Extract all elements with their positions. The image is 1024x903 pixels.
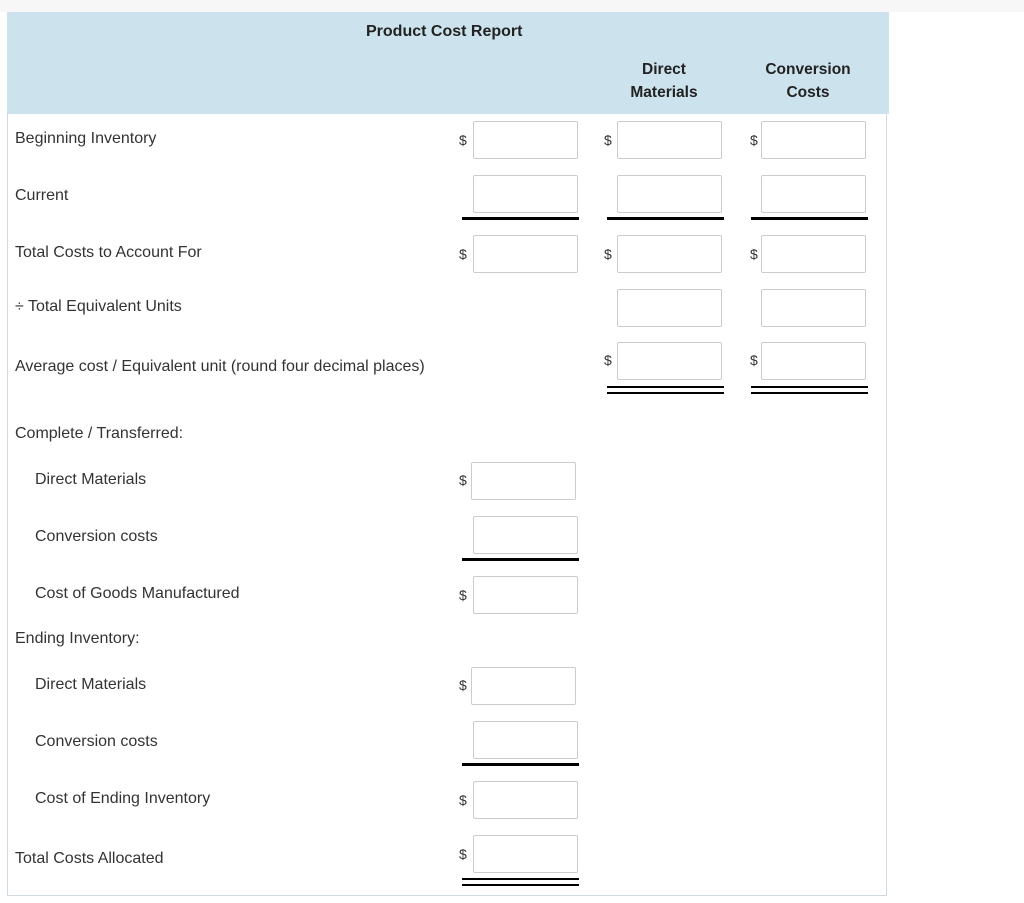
average-cost-conversion-costs-input[interactable] [761,342,866,380]
underline-rule [462,217,579,220]
dollar-sign: $ [459,792,467,808]
row-label-cost-of-goods-manufactured: Cost of Goods Manufactured [35,585,240,602]
total-costs-to-account-for-total-input[interactable] [473,235,578,273]
double-underline-rule [751,386,868,388]
row-label-average-cost: Average cost / Equivalent unit (round four decimal places) [15,358,425,375]
ei-direct-materials-input[interactable] [471,667,576,705]
double-underline-rule [607,386,724,388]
row-label-current: Current [15,187,69,204]
row-label-total-equivalent-units: ÷ Total Equivalent Units [15,298,182,315]
page-top-strip [0,0,1024,12]
row-label-cost-of-ending-inventory: Cost of Ending Inventory [35,790,211,807]
beginning-inventory-direct-materials-input[interactable] [617,121,722,159]
double-underline-rule [751,392,868,394]
average-cost-direct-materials-input[interactable] [617,342,722,380]
total-equivalent-units-direct-materials-input[interactable] [617,289,722,327]
total-equivalent-units-conversion-costs-input[interactable] [761,289,866,327]
column-header-conversion-costs: Conversion Costs [765,61,851,101]
dollar-sign: $ [459,846,467,862]
row-label-ct-conversion-costs: Conversion costs [35,528,158,545]
row-label-beginning-inventory: Beginning Inventory [15,130,157,147]
row-label-ei-direct-materials: Direct Materials [35,676,147,693]
double-underline-rule [607,392,724,394]
dollar-sign: $ [459,132,467,148]
underline-rule [462,558,579,561]
double-underline-rule [462,884,579,886]
ei-conversion-costs-input[interactable] [473,721,578,759]
row-label-ei-conversion-costs: Conversion costs [35,733,158,750]
ct-direct-materials-input[interactable] [471,462,576,500]
cost-of-goods-manufactured-input[interactable] [473,576,578,614]
report-title: Product Cost Report [366,23,523,40]
underline-rule [462,763,579,766]
dollar-sign: $ [459,246,467,262]
dollar-sign: $ [750,246,758,262]
row-label-ending-inventory: Ending Inventory: [15,630,140,647]
total-costs-to-account-for-direct-materials-input[interactable] [617,235,722,273]
total-costs-allocated-input[interactable] [473,835,578,873]
beginning-inventory-conversion-costs-input[interactable] [761,121,866,159]
beginning-inventory-total-input[interactable] [473,121,578,159]
dollar-sign: $ [459,677,467,693]
double-underline-rule [462,878,579,880]
dollar-sign: $ [459,472,467,488]
dollar-sign: $ [750,132,758,148]
current-direct-materials-input[interactable] [617,175,722,213]
row-label-ct-direct-materials: Direct Materials [35,471,147,488]
row-label-total-costs-to-account-for: Total Costs to Account For [15,244,202,261]
dollar-sign: $ [604,352,612,368]
cost-of-ending-inventory-input[interactable] [473,781,578,819]
dollar-sign: $ [604,132,612,148]
column-header-direct-materials: Direct Materials [630,61,698,101]
row-label-total-costs-allocated: Total Costs Allocated [15,850,164,867]
underline-rule [751,217,868,220]
current-conversion-costs-input[interactable] [761,175,866,213]
dollar-sign: $ [459,587,467,603]
dollar-sign: $ [604,246,612,262]
ct-conversion-costs-input[interactable] [473,516,578,554]
dollar-sign: $ [750,352,758,368]
underline-rule [607,217,724,220]
total-costs-to-account-for-conversion-costs-input[interactable] [761,235,866,273]
row-label-complete-transferred: Complete / Transferred: [15,425,184,442]
current-total-input[interactable] [473,175,578,213]
